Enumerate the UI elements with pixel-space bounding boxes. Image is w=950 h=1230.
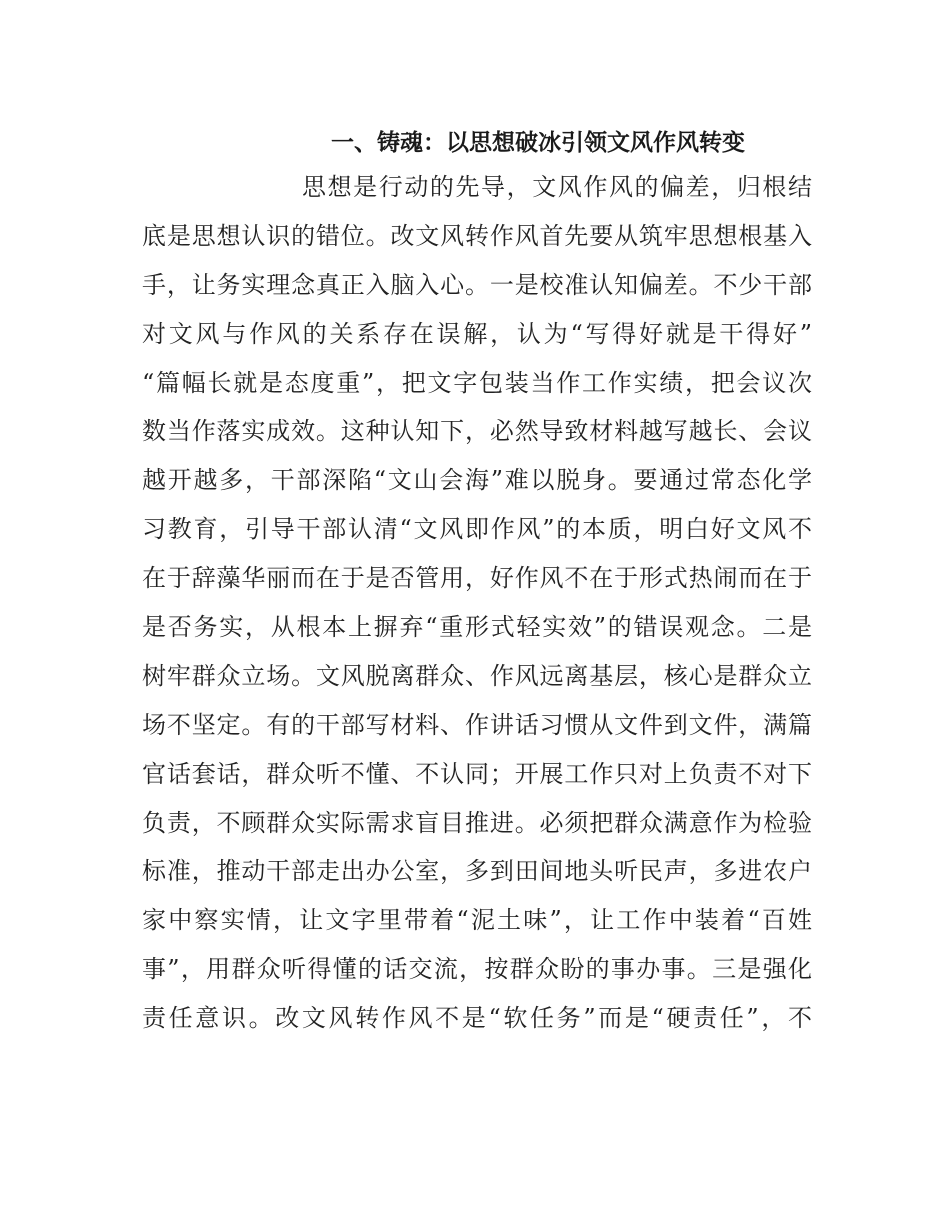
text-line: 事”，用群众听得懂的话交流，按群众盼的事办事。三是强化 bbox=[142, 955, 812, 984]
text-line: 官话套话，群众听不懂、不认同；开展工作只对上负责不对下 bbox=[142, 759, 812, 788]
text-line: 责任意识。改文风转作风不是“软任务”而是“硬责任”，不 bbox=[142, 1004, 812, 1033]
text-line: 在于辞藻华丽而在于是否管用，好作风不在于形式热闹而在于 bbox=[142, 564, 812, 593]
body-paragraph bbox=[142, 163, 812, 1043]
text-line: 是否务实，从根本上摒弃“重形式轻实效”的错误观念。二是 bbox=[142, 613, 812, 642]
text-line: 树牢群众立场。文风脱离群众、作风远离基层，核心是群众立 bbox=[142, 661, 812, 690]
text-line: 数当作落实成效。这种认知下，必然导致材料越写越长、会议 bbox=[142, 417, 812, 446]
text-line: 底是思想认识的错位。改文风转作风首先要从筑牢思想根基入 bbox=[142, 221, 812, 250]
text-line: 越开越多，干部深陷“文山会海”难以脱身。要通过常态化学 bbox=[142, 466, 812, 495]
text-line: 思想是行动的先导，文风作风的偏差，归根结 bbox=[302, 173, 812, 201]
text-line: 负责，不顾群众实际需求盲目推进。必须把群众满意作为检验 bbox=[142, 808, 812, 837]
text-line: 家中察实情，让文字里带着“泥土味”，让工作中装着“百姓 bbox=[142, 906, 812, 935]
text-line: 对文风与作风的关系存在误解，认为“写得好就是干得好” bbox=[142, 319, 812, 348]
text-line: 场不坚定。有的干部写材料、作讲话习惯从文件到文件，满篇 bbox=[142, 710, 812, 739]
text-line: 标准，推动干部走出办公室，多到田间地头听民声，多进农户 bbox=[142, 857, 812, 886]
text-line: 习教育，引导干部认清“文风即作风”的本质，明白好文风不 bbox=[142, 515, 812, 544]
section-heading: 一、铸魂：以思想破冰引领文风作风转变 bbox=[331, 130, 745, 156]
text-line: “篇幅长就是态度重”，把文字包装当作工作实绩，把会议次 bbox=[142, 368, 812, 397]
text-line: 手，让务实理念真正入脑入心。一是校准认知偏差。不少干部 bbox=[142, 270, 812, 299]
